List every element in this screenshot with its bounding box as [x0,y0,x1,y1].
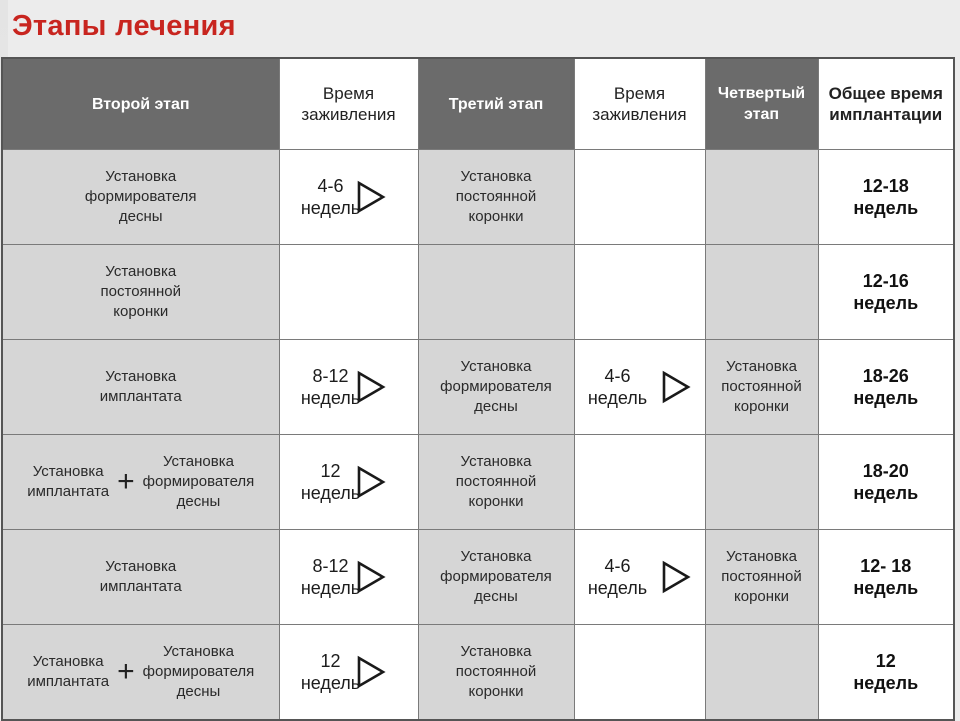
triangle-right-icon [356,655,386,689]
header-line: Четвертый [717,85,806,102]
healing-time-2-cell [574,245,705,340]
procedure-implant [27,462,109,502]
triangle-right-icon [356,180,386,214]
triangle-right-icon [661,370,691,404]
cell-line: 8-12 [312,556,349,576]
fourth-stage-cell [705,530,818,625]
cell-line: Установка [460,548,532,565]
header-line: заживления [301,105,396,124]
second-stage-cell [2,340,279,435]
healing-duration [301,175,360,219]
total-time-cell [818,435,954,530]
fourth-stage-cell [705,625,818,721]
plus-icon: + [117,655,135,688]
table-row [2,150,954,245]
header-line: имплантации [829,105,943,124]
cell-line: недель [853,483,919,503]
third-stage-cell [418,245,574,340]
second-stage-cell [2,245,279,340]
healing-time-2-cell [574,625,705,721]
cell-line: Установка [105,263,177,280]
cell-line: постоянной [721,568,802,585]
cell-line: коронки [734,398,789,415]
header-healing-time-1 [279,58,418,150]
table-row [2,340,954,435]
header-line: Время [613,84,666,103]
cell-line: 12-18 [862,176,909,196]
fourth-stage-cell [705,245,818,340]
cell-line: Установка [163,453,234,470]
cell-line: недель [300,673,361,693]
procedure-former [143,452,255,512]
treatment-stages-table [1,57,955,721]
cell-line: Установка [460,168,532,185]
triangle-right-icon [356,560,386,594]
header-row [2,58,954,150]
triangle-right-icon [661,560,691,594]
second-stage-cell [2,150,279,245]
header-line: Общее время [828,84,943,103]
healing-duration [301,460,360,504]
cell-line: формирователя [142,473,255,490]
cell-line: формирователя [142,663,255,680]
cell-line: 12 [320,651,341,671]
cell-line: коронки [468,208,524,225]
cell-line: постоянной [455,188,537,205]
triangle-right-icon [356,465,386,499]
cell-line: недель [853,388,919,408]
header-fourth-stage [705,58,818,150]
total-time-cell [818,150,954,245]
cell-line: Установка [460,643,532,660]
healing-time-1-cell [279,245,418,340]
healing-time-2-cell [574,530,705,625]
healing-time-2-cell [574,435,705,530]
cell-line: 12- 18 [860,556,912,576]
fourth-stage-cell [705,435,818,530]
cell-line: десны [176,493,221,510]
cell-line: коронки [734,588,789,605]
cell-line: недель [853,578,919,598]
total-time-cell [818,245,954,340]
cell-line: 18-26 [862,366,909,386]
cell-line: недель [853,293,919,313]
table-row [2,625,954,721]
cell-line: Установка [105,368,177,385]
cell-line: постоянной [721,378,802,395]
cell-line: десны [474,398,518,415]
cell-line: Установка [32,463,104,480]
second-stage-cell [2,625,279,721]
cell-line: недель [300,483,361,503]
healing-time-2-cell [574,340,705,435]
healing-time-1-cell [279,625,418,721]
cell-line: недель [853,198,919,218]
cell-line: десны [474,588,518,605]
cell-line: недель [587,388,648,408]
cell-line: недель [300,578,361,598]
cell-line: Установка [105,168,177,185]
plus-icon: + [117,465,135,498]
cell-line: десны [176,683,221,700]
cell-line: коронки [468,493,524,510]
healing-time-1-cell [279,435,418,530]
total-time-cell [818,340,954,435]
cell-line: 12 [320,461,341,481]
cell-line: формирователя [440,378,552,395]
cell-line: десны [118,208,163,225]
total-time-cell [818,625,954,721]
cell-line: 12-16 [862,271,909,291]
cell-line: 4-6 [317,176,344,196]
cell-line: коронки [113,303,169,320]
cell-line: имплантата [99,388,182,405]
procedure-former [143,642,255,702]
fourth-stage-cell [705,150,818,245]
third-stage-cell [418,435,574,530]
cell-line: недель [300,388,361,408]
table-row [2,245,954,340]
cell-line: Установка [32,653,104,670]
cell-line: 18-20 [862,461,909,481]
cell-line: 4-6 [604,366,631,386]
healing-duration [588,555,647,599]
header-line: заживления [592,105,687,124]
cell-line: формирователя [84,188,197,205]
healing-duration [301,365,360,409]
total-time-cell [818,530,954,625]
cell-line: имплантата [27,483,110,500]
cell-line: Установка [460,358,532,375]
triangle-right-icon [356,370,386,404]
cell-line: 12 [875,651,896,671]
healing-time-1-cell [279,150,418,245]
cell-line: постоянной [100,283,181,300]
third-stage-cell [418,530,574,625]
header-healing-time-2 [574,58,705,150]
cell-line: Установка [460,453,532,470]
third-stage-cell [418,625,574,721]
cell-line: недель [300,198,361,218]
combined-procedure [3,642,279,702]
healing-duration [301,555,360,599]
header-second-stage: Второй этап [2,58,279,150]
header-total-time [818,58,954,150]
cell-line: имплантата [27,673,110,690]
combined-procedure [3,452,279,512]
second-stage-cell [2,530,279,625]
healing-time-1-cell [279,340,418,435]
second-stage-cell [2,435,279,530]
healing-duration [301,650,360,694]
procedure-implant [27,652,109,692]
cell-line: Установка [726,548,797,565]
header-line: Время [322,84,375,103]
cell-line: 4-6 [604,556,631,576]
third-stage-cell [418,150,574,245]
table-row [2,530,954,625]
cell-line: 8-12 [312,366,349,386]
cell-line: имплантата [99,578,182,595]
table-row [2,435,954,530]
cell-line: недель [587,578,648,598]
fourth-stage-cell [705,340,818,435]
cell-line: Установка [105,558,177,575]
third-stage-cell [418,340,574,435]
healing-duration [588,365,647,409]
page-title: Этапы лечения [12,10,236,42]
cell-line: формирователя [440,568,552,585]
cell-line: Установка [163,643,234,660]
cell-line: постоянной [455,473,537,490]
cell-line: недель [853,673,919,693]
header-third-stage: Третий этап [418,58,574,150]
cell-line: Установка [726,358,797,375]
header-line: этап [743,106,780,123]
table-body [2,150,954,721]
healing-time-2-cell [574,150,705,245]
healing-time-1-cell [279,530,418,625]
cell-line: постоянной [455,663,537,680]
cell-line: коронки [468,683,524,700]
